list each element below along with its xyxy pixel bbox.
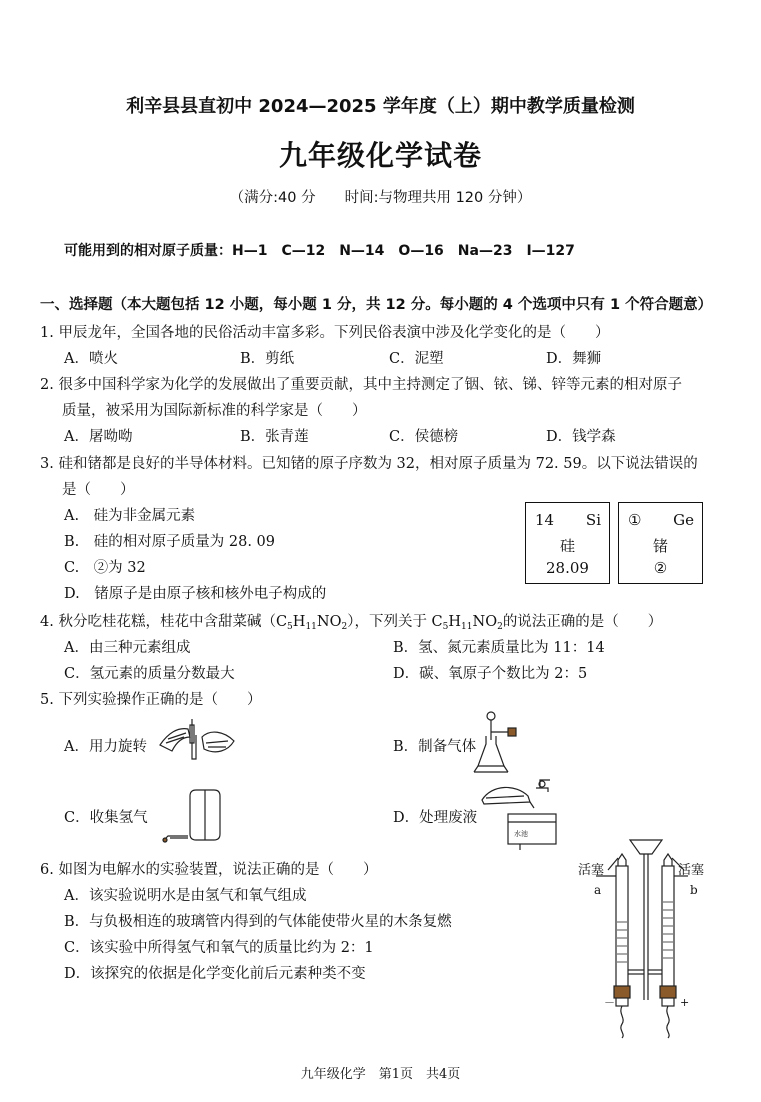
question-1-stem: 1. 甲辰龙年，全国各地的民俗活动丰富多彩。下列民俗表演中涉及化学变化的是（ ） — [40, 325, 610, 341]
q4-option-d: D．碳、氧原子个数比为 2：5 — [393, 666, 588, 682]
q4-stem-part-1: 4. 秋分吃桂花糕，桂花中含甜菜碱（C — [40, 614, 288, 630]
q2-option-d: D．钱学森 — [546, 429, 616, 445]
q4-option-c: C．氢元素的质量分数最大 — [64, 666, 235, 682]
question-4-stem — [40, 610, 662, 632]
question-3-stem-line1: 3. 硅和锗都是良好的半导体材料。已知锗的原子序数为 32，相对原子质量为 72. 59。以下说法错误的 — [40, 456, 698, 472]
q5-option-d: D．处理废液 — [393, 810, 478, 826]
waste-liquid-sink-illustration — [480, 778, 560, 850]
atomic-masses: 可能用到的相对原子质量：H—1 C—12 N—14 O—16 Na—23 I—127 — [64, 243, 575, 259]
tube-label-b: b — [690, 883, 698, 897]
q4-formula-h-subscript: 11 — [305, 622, 317, 632]
q6-option-b: B．与负极相连的玻璃管内得到的气体能使带火星的木条复燃 — [64, 914, 452, 930]
q4-stem-part-3: 的说法正确的是（ ） — [502, 614, 663, 630]
positive-electrode-sign: + — [680, 996, 690, 1009]
q3-option-c: C. ②为 32 — [64, 560, 146, 576]
sink-label: 水池 — [514, 830, 528, 838]
q5-option-a: A．用力旋转 — [64, 739, 147, 755]
silicon-element-card — [525, 502, 610, 584]
germanium-symbol: Ge — [673, 511, 694, 529]
valve-label-right: 活塞 — [678, 863, 705, 878]
tube-label-a: a — [594, 883, 602, 897]
negative-electrode-sign: － — [604, 996, 615, 1009]
exam-header: 利辛县县直初中 2024—2025 学年度（上）期中教学质量检测 — [126, 96, 635, 117]
q4-stem-part-2: ），下列关于 C — [347, 614, 443, 630]
q4-formula2-no: NO — [472, 614, 498, 630]
page-title: 九年级化学试卷 — [278, 139, 482, 172]
q6-option-d: D．该探究的依据是化学变化前后元素种类不变 — [64, 966, 366, 982]
germanium-atomic-number: ① — [628, 511, 642, 529]
gas-generation-apparatus-illustration — [472, 710, 522, 776]
question-6-stem: 6. 如图为电解水的实验装置，说法正确的是（ ） — [40, 862, 378, 878]
q3-option-d: D. 锗原子是由原子核和核外电子构成的 — [64, 586, 327, 602]
q1-option-c: C．泥塑 — [389, 351, 444, 367]
q2-option-c: C．侯德榜 — [389, 429, 459, 445]
q6-option-a: A．该实验说明水是由氢气和氧气组成 — [64, 888, 307, 904]
hydrogen-collection-illustration — [158, 786, 228, 846]
q4-formula2-h-subscript: 11 — [461, 622, 473, 632]
valve-label-left: 活塞 — [578, 863, 605, 878]
q3-option-b: B. 硅的相对原子质量为 28. 09 — [64, 534, 275, 550]
germanium-atomic-mass: ② — [653, 559, 668, 577]
silicon-name: 硅 — [559, 537, 575, 555]
q4-formula2-h: H — [448, 614, 462, 630]
q4-option-b: B．氢、氮元素质量比为 11：14 — [393, 640, 605, 656]
q4-formula-no: NO — [316, 614, 342, 630]
q2-option-a: A．屠呦呦 — [64, 429, 133, 445]
q1-option-d: D．舞狮 — [546, 351, 602, 367]
q5-option-c: C．收集氢气 — [64, 810, 148, 826]
q3-option-a: A. 硅为非金属元素 — [64, 508, 196, 524]
germanium-name: 锗 — [652, 537, 668, 555]
q4-formula-h: H — [292, 614, 306, 630]
silicon-atomic-number: 14 — [535, 511, 555, 529]
question-2-stem-line1: 2. 很多中国科学家为化学的发展做出了重要贡献，其中主持测定了铟、铱、锑、锌等元素的相对原子 — [40, 377, 682, 393]
germanium-element-card — [618, 502, 703, 584]
question-5-stem: 5. 下列实验操作正确的是（ ） — [40, 692, 262, 708]
silicon-atomic-mass: 28.09 — [546, 559, 589, 577]
question-2-stem-line2: 质量，被采用为国际新标准的科学家是（ ） — [62, 403, 367, 419]
q4-formula2-o-subscript: 2 — [497, 622, 503, 632]
question-3-stem-line2: 是（ ） — [62, 482, 135, 498]
q4-formula-c-subscript: 5 — [287, 622, 293, 632]
exam-info: （满分:40 分 时间:与物理共用 120 分钟） — [229, 190, 532, 206]
q1-option-a: A．喷火 — [64, 351, 118, 367]
q1-option-b: B．剪纸 — [240, 351, 295, 367]
section-heading: 一、选择题（本大题包括 12 小题，每小题 1 分，共 12 分。每小题的 4 个选项中只有 1 个符合题意） — [40, 297, 713, 313]
q4-formula2-c-subscript: 5 — [442, 622, 449, 632]
page-footer: 九年级化学 第1页 共4页 — [300, 1067, 461, 1082]
q6-option-c: C．该实验中所得氢气和氧气的质量比约为 2：1 — [64, 940, 374, 956]
hands-twisting-tube-illustration — [158, 715, 238, 763]
q2-option-b: B．张青莲 — [240, 429, 309, 445]
q4-option-a: A．由三种元素组成 — [64, 640, 191, 656]
q4-formula-o-subscript: 2 — [341, 622, 348, 632]
electrolysis-apparatus-diagram — [578, 830, 728, 1040]
silicon-symbol: Si — [585, 511, 601, 529]
q5-option-b: B．制备气体 — [393, 739, 477, 755]
